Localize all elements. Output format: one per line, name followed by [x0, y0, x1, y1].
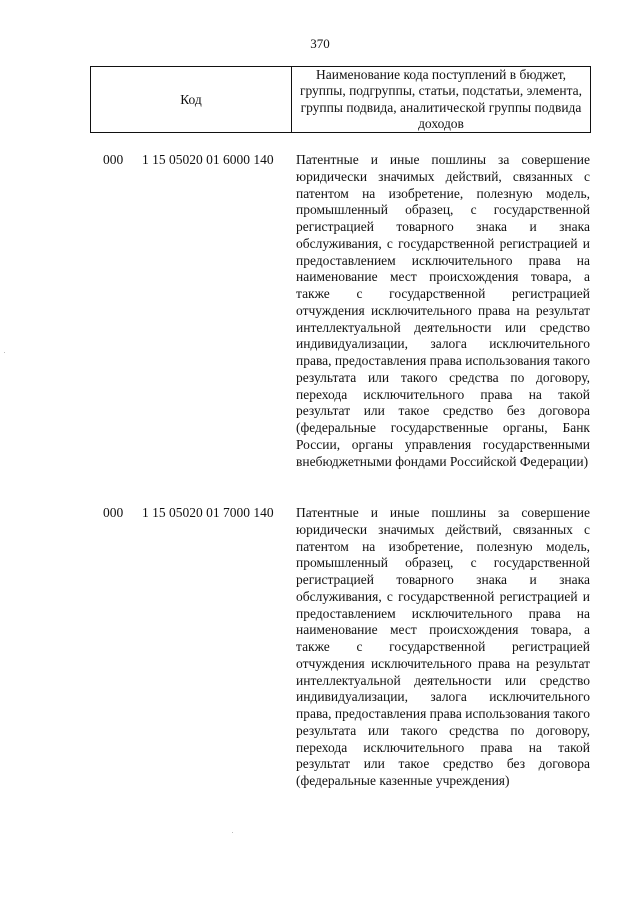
row-budget-code: 1 15 05020 01 6000 140: [142, 152, 274, 167]
page-number: 370: [310, 36, 330, 51]
header-code-label: Код: [180, 91, 202, 107]
header-name-cell: [292, 67, 590, 132]
row-admin-code: 000: [103, 152, 124, 167]
header-name-label: Наименование кода поступлений в бюджет, группы, подгруппы, статьи, подстатьи, элемента, группы подвида, аналитической группы подвида доходов: [299, 66, 583, 131]
scan-artifact: [232, 832, 233, 833]
row-description: Патентные и иные пошлины за совершение юридически значимых действий, связанных с патентом на изобретение, полезную модель, промышленный образец, с государственной регистрацией товарного знака и знака обслуживания, с государственной регистрацией и предоставлением исключительного права на наименование мест происхождения товара, а также с государственной регистрацией отчуждения исключительного права на результат интеллектуальной деятельности или средство индивидуализации, залога исключительного права, предоставления права использования такого результата или такого средства по договору, перехода исключительного права на такой результат или такое средство без договора (федеральные казенные учреждения): [296, 505, 590, 788]
header-code-cell: [91, 67, 292, 132]
row-admin-code: 000: [103, 505, 124, 520]
row-budget-code: 1 15 05020 01 7000 140: [142, 505, 274, 520]
row-description: Патентные и иные пошлины за совершение юридически значимых действий, связанных с патентом на изобретение, полезную модель, промышленный образец, с государственной регистрацией товарного знака и знака обслуживания, с государственной регистрацией и предоставлением исключительного права на наименование мест происхождения товара, а также с государственной регистрацией отчуждения исключительного права на результат интеллектуальной деятельности или средство индивидуализации, залога исключительного права, предоставления права использования такого результата или такого средства по договору, перехода исключительного права на такой результат или такое средство без договора (федеральные государственные органы, Банк России, органы управления государственными внебюджетными фондами Российской Федерации): [296, 152, 590, 469]
header-table: [90, 66, 591, 133]
scan-artifact: [4, 352, 5, 353]
